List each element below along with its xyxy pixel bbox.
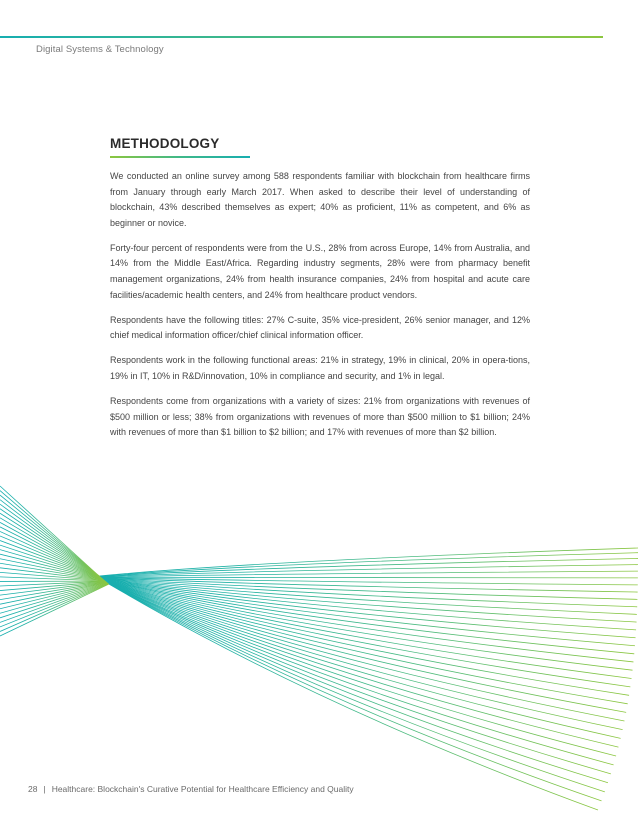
decorative-line: [0, 583, 107, 609]
article-body: [110, 169, 530, 450]
decorative-line-pattern: [0, 478, 638, 826]
decorative-line: [107, 582, 619, 747]
title-underline: [110, 156, 250, 158]
page-number: 28: [28, 784, 38, 794]
section-label: Digital Systems & Technology: [36, 44, 164, 55]
header-rule: [0, 36, 603, 38]
paragraph-functional-areas: Respondents work in the following functional areas: 21% in strategy, 19% in clinical, 20% in opera-tions, 19% in IT, 10% in R&D/innovation, 10% in compliance and security, and 1% in legal.: [110, 355, 530, 382]
decorative-line: [0, 550, 103, 580]
paragraph-titles: Respondents have the following titles: 27% C-suite, 35% vice-president, 26% senior manager, and 12% chief medical information officer/chief clinical information officer.: [110, 314, 530, 341]
decorative-line: [107, 583, 613, 765]
paragraph-geography: Forty-four percent of respondents were from the U.S., 28% from across Europe, 14% from Australia, and 14% from the Middle East/Africa. Regarding industry segments, 28% were from pharmacy benefit management organizations, 24% from health insurance companies, 24% from hospital and acute care facilities/academic health centers, and 24% from healthcare product vendors.: [110, 242, 530, 300]
document-title: Healthcare: Blockchain's Curative Potential for Healthcare Efficiency and Quality: [51, 784, 354, 794]
decorative-line: [0, 584, 108, 627]
decorative-line: [99, 553, 638, 577]
decorative-line: [0, 584, 109, 636]
decorative-line: [106, 582, 622, 730]
paragraph-survey: We conducted an online survey among 588 respondents familiar with blockchain from healthcare firms from January through early March 2017. When asked to describe their level of understanding of blockchain, 43% described themselves as expert; 40% as proficient, 11% as competent, and 6% as beginner or novice.: [110, 171, 530, 228]
decorative-line: [107, 583, 616, 756]
decorative-line: [101, 577, 638, 578]
decorative-line: [0, 491, 99, 577]
decorative-line: [0, 486, 99, 576]
page-title: METHODOLOGY: [110, 136, 220, 151]
page-footer: [28, 784, 354, 794]
decorative-line: [0, 583, 107, 613]
footer-separator: |: [43, 784, 46, 794]
decorative-line: [0, 536, 102, 579]
decorative-line: [0, 513, 101, 577]
paragraph-org-sizes: Respondents come from organizations with a variety of sizes: 21% from organizations with revenues of $500 million or less; 38% from organizations with revenues of more than $500 million to $1 billion; 24% with revenues of more than $1 billion to $2 billion; and 17% with revenues of more than $2 billion.: [110, 396, 530, 438]
